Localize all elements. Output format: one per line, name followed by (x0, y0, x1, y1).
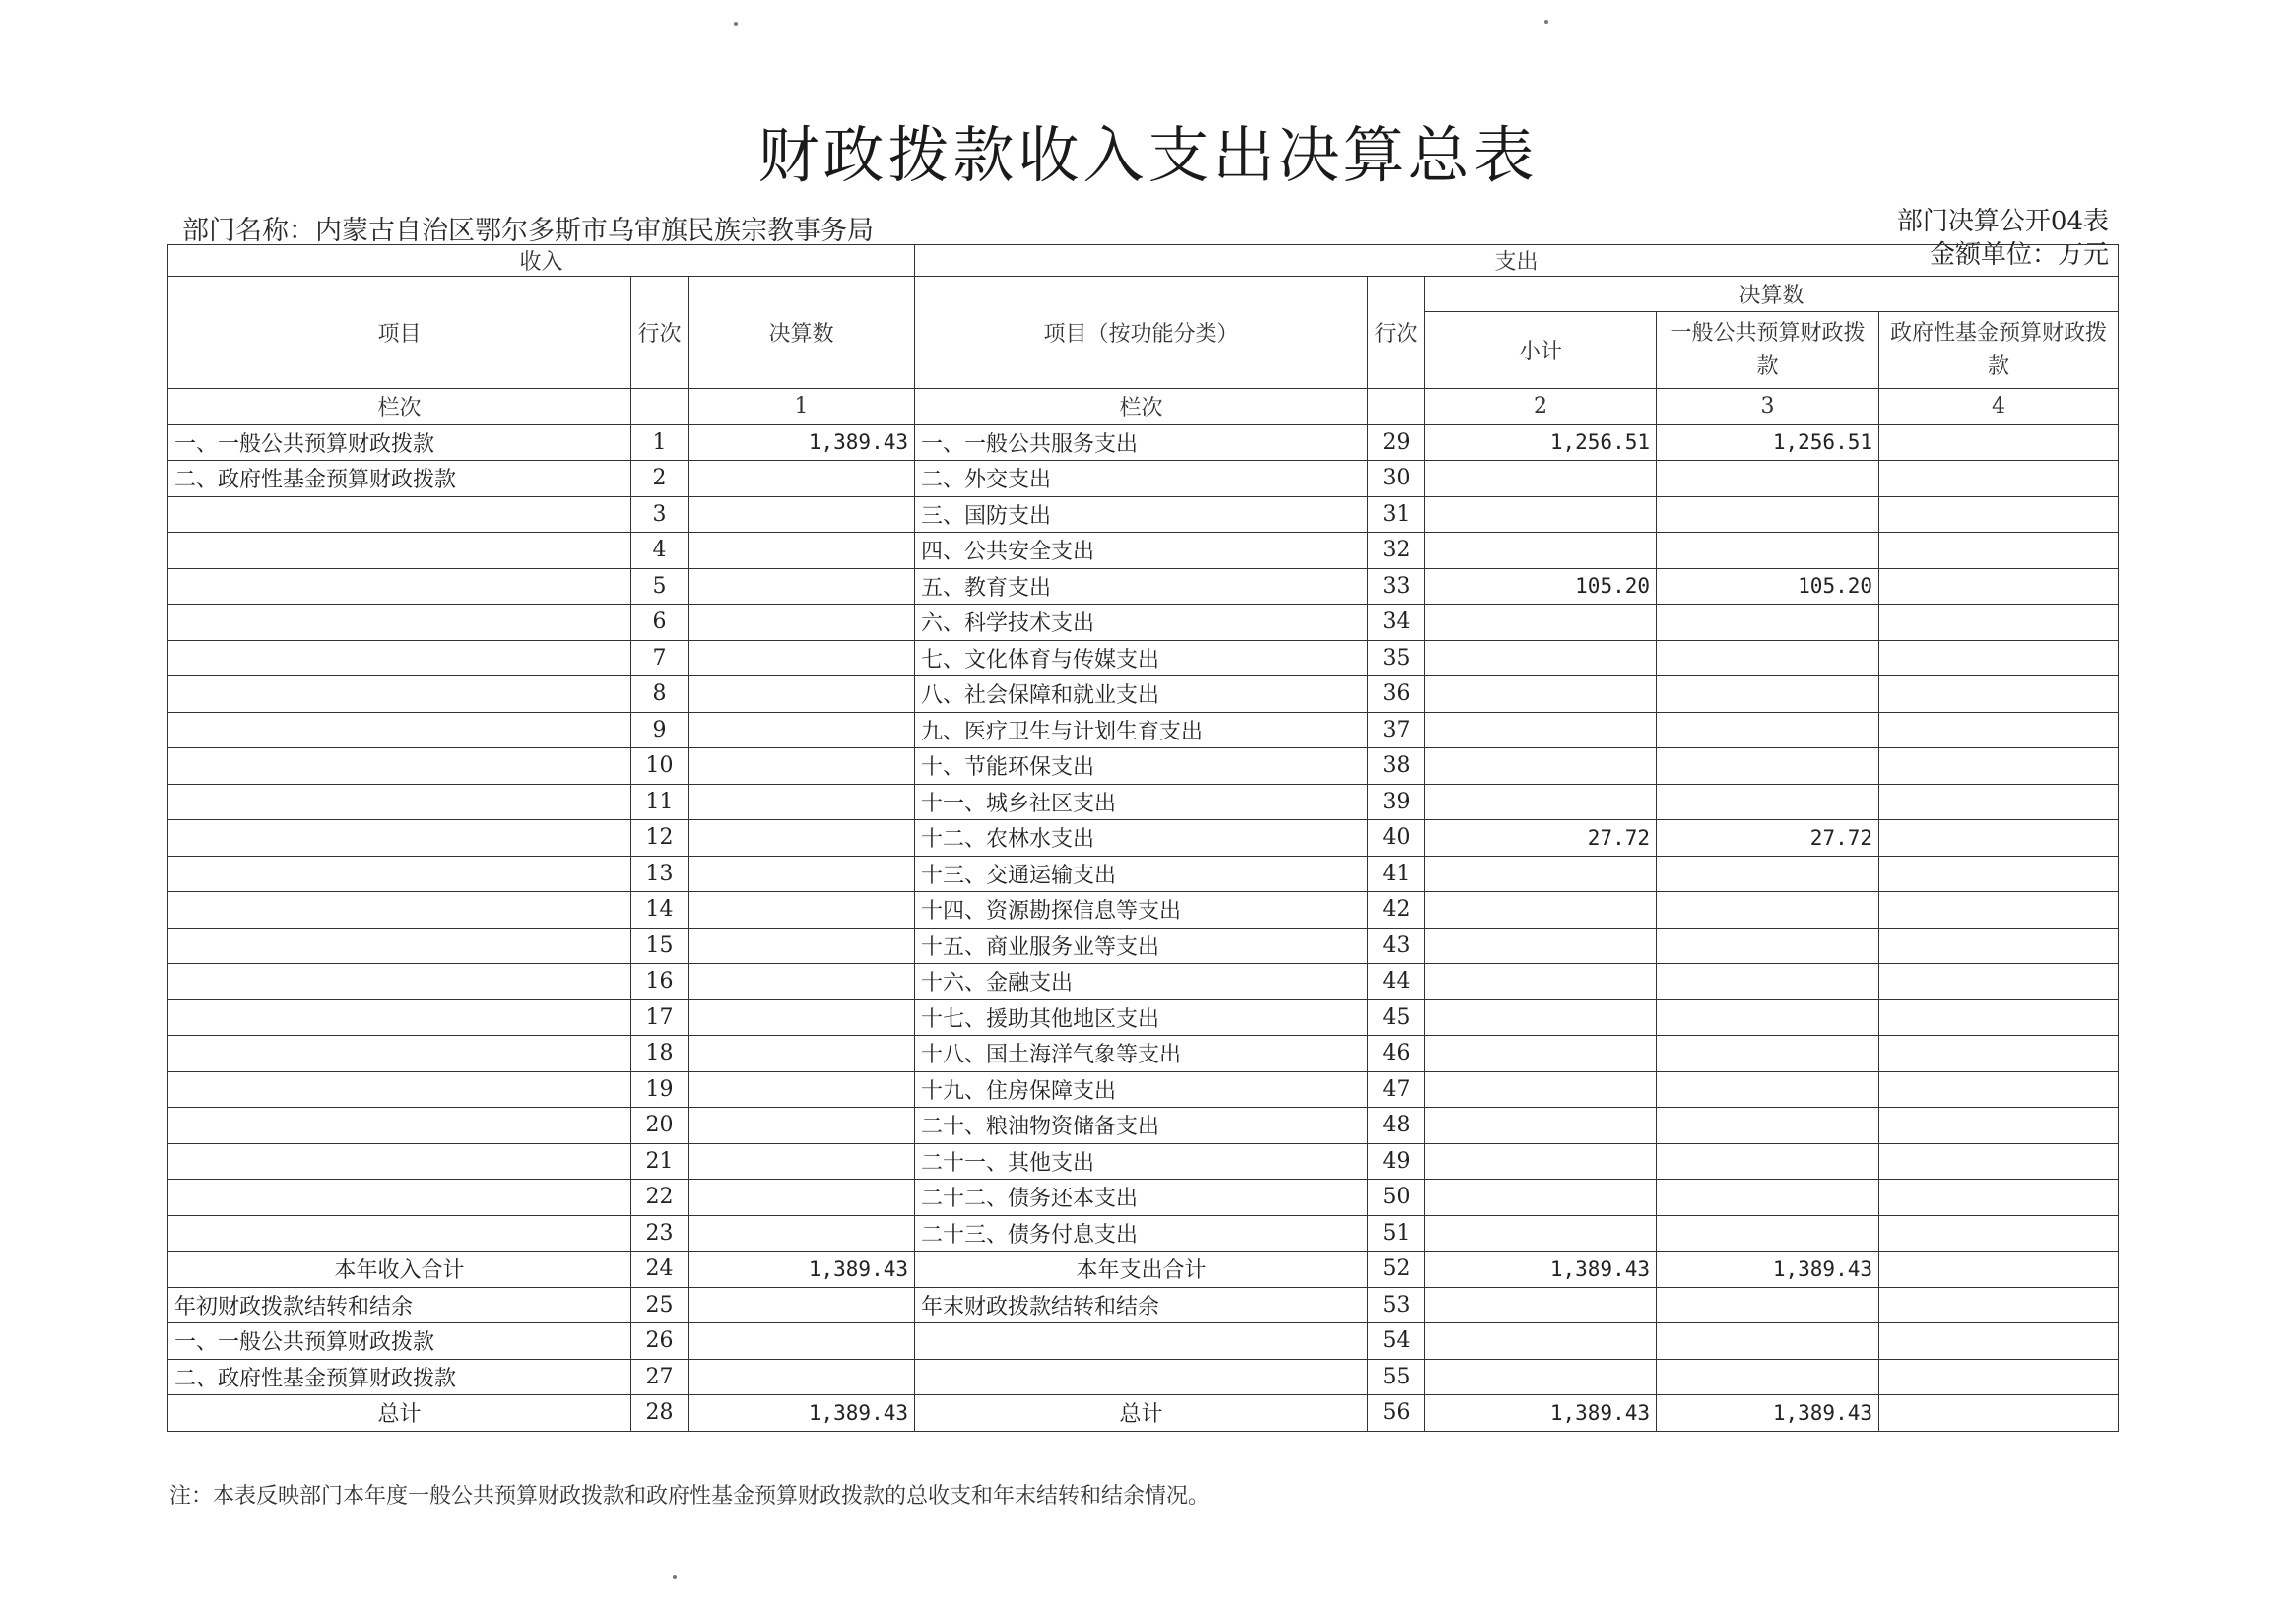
general-budget-cell (1657, 1215, 1879, 1252)
subtotal-cell (1425, 964, 1657, 1000)
subtotal-cell (1425, 999, 1657, 1036)
gov-fund-cell (1879, 712, 2119, 748)
subtotal-cell (1425, 1287, 1657, 1323)
income-amount-cell (689, 820, 915, 857)
expense-item-cell: 十三、交通运输支出 (915, 856, 1368, 892)
general-budget-cell (1657, 1036, 1879, 1072)
expense-item-cell: 年末财政拨款结转和结余 (915, 1287, 1368, 1323)
expense-item-cell (915, 1359, 1368, 1395)
income-amount-cell (689, 856, 915, 892)
income-amount-cell (689, 784, 915, 820)
income-amount-cell: 1,389.43 (689, 424, 915, 461)
gov-fund-cell (1879, 1323, 2119, 1360)
income-amount-cell (689, 1215, 915, 1252)
column-order-label: 栏次 (168, 389, 631, 425)
income-item-cell (168, 1180, 631, 1216)
subtotal-cell (1425, 1108, 1657, 1144)
income-item-cell (168, 676, 631, 713)
expense-rowno-cell: 42 (1368, 892, 1425, 929)
expense-rowno-cell: 39 (1368, 784, 1425, 820)
income-item-cell (168, 784, 631, 820)
expense-item-cell: 二十二、债务还本支出 (915, 1180, 1368, 1216)
gov-fund-cell (1879, 496, 2119, 533)
income-item-cell (168, 1143, 631, 1180)
income-amount-cell (689, 712, 915, 748)
expense-item-cell: 九、医疗卫生与计划生育支出 (915, 712, 1368, 748)
income-rowno-cell: 20 (631, 1108, 689, 1144)
gov-fund-cell (1879, 424, 2119, 461)
gov-fund-cell (1879, 928, 2119, 964)
expense-rowno-header: 行次 (1368, 277, 1425, 389)
expense-rowno-cell: 35 (1368, 640, 1425, 676)
income-rowno-cell: 2 (631, 461, 689, 497)
blank-cell (631, 389, 689, 425)
income-amount-cell (689, 1287, 915, 1323)
income-item-cell (168, 820, 631, 857)
general-budget-cell (1657, 892, 1879, 929)
gov-fund-cell (1879, 1036, 2119, 1072)
table-row (168, 1180, 2119, 1216)
income-amount-cell (689, 1071, 915, 1108)
expense-rowno-cell: 50 (1368, 1180, 1425, 1216)
subtotal-cell (1425, 1180, 1657, 1216)
income-item-cell: 年初财政拨款结转和结余 (168, 1287, 631, 1323)
income-item-cell: 一、一般公共预算财政拨款 (168, 424, 631, 461)
gov-fund-cell (1879, 892, 2119, 929)
table-row (168, 856, 2119, 892)
table-row (168, 999, 2119, 1036)
expense-rowno-cell: 56 (1368, 1395, 1425, 1432)
gov-fund-cell (1879, 1359, 2119, 1395)
expense-item-cell: 本年支出合计 (915, 1252, 1368, 1288)
income-rowno-cell: 16 (631, 964, 689, 1000)
table-row (168, 964, 2119, 1000)
subtotal-cell: 105.20 (1425, 568, 1657, 605)
expense-rowno-cell: 41 (1368, 856, 1425, 892)
expense-rowno-cell: 37 (1368, 712, 1425, 748)
general-budget-cell: 105.20 (1657, 568, 1879, 605)
subtotal-cell (1425, 784, 1657, 820)
gov-fund-cell (1879, 1108, 2119, 1144)
col3-label: 3 (1657, 389, 1879, 425)
expense-rowno-cell: 47 (1368, 1071, 1425, 1108)
column-order-row (168, 389, 2119, 425)
gov-fund-cell (1879, 856, 2119, 892)
income-item-cell (168, 856, 631, 892)
income-item-cell (168, 999, 631, 1036)
income-amount-cell (689, 964, 915, 1000)
income-amount-cell (689, 533, 915, 569)
gov-fund-cell (1879, 1071, 2119, 1108)
finance-summary-table (167, 244, 2119, 1432)
table-row (168, 784, 2119, 820)
scan-speck (673, 1575, 677, 1579)
general-budget-cell (1657, 964, 1879, 1000)
expense-rowno-cell: 52 (1368, 1252, 1425, 1288)
income-item-cell (168, 748, 631, 785)
income-item-cell (168, 1108, 631, 1144)
general-budget-cell (1657, 748, 1879, 785)
amount-unit: 金额单位：万元 (1929, 240, 2109, 270)
table-row (168, 496, 2119, 533)
subtotal-cell (1425, 676, 1657, 713)
general-budget-cell (1657, 1143, 1879, 1180)
income-amount-cell (689, 892, 915, 929)
income-item-cell: 二、政府性基金预算财政拨款 (168, 1359, 631, 1395)
general-budget-cell (1657, 1071, 1879, 1108)
income-rowno-header: 行次 (631, 277, 689, 389)
income-amount-cell (689, 1180, 915, 1216)
col4-label: 4 (1879, 389, 2119, 425)
expense-rowno-cell: 31 (1368, 496, 1425, 533)
general-budget-cell (1657, 605, 1879, 641)
general-budget-cell (1657, 676, 1879, 713)
col1-label: 1 (689, 389, 915, 425)
expense-rowno-cell: 46 (1368, 1036, 1425, 1072)
subtotal-cell (1425, 1071, 1657, 1108)
table-row (168, 892, 2119, 929)
general-budget-cell (1657, 1359, 1879, 1395)
table-note: 注：本表反映部门本年度一般公共预算财政拨款和政府性基金预算财政拨款的总收支和年末结转和结余情况。 (169, 1484, 1211, 1509)
income-item-cell (168, 1036, 631, 1072)
table-row (168, 533, 2119, 569)
income-amount-cell (689, 928, 915, 964)
subtotal-cell (1425, 496, 1657, 533)
general-budget-cell (1657, 999, 1879, 1036)
income-amount-cell (689, 640, 915, 676)
expense-item-cell: 总计 (915, 1395, 1368, 1432)
table-row (168, 676, 2119, 713)
income-rowno-cell: 12 (631, 820, 689, 857)
subtotal-cell: 1,389.43 (1425, 1252, 1657, 1288)
expense-item-cell: 十二、农林水支出 (915, 820, 1368, 857)
general-budget-cell (1657, 784, 1879, 820)
expense-rowno-cell: 40 (1368, 820, 1425, 857)
table-row (168, 605, 2119, 641)
income-item-cell (168, 1071, 631, 1108)
subtotal-cell (1425, 1036, 1657, 1072)
general-budget-cell: 1,389.43 (1657, 1395, 1879, 1432)
expense-item-cell: 十四、资源勘探信息等支出 (915, 892, 1368, 929)
expense-item-cell: 七、文化体育与传媒支出 (915, 640, 1368, 676)
income-item-cell (168, 568, 631, 605)
gov-fund-cell (1879, 676, 2119, 713)
income-amount-cell (689, 568, 915, 605)
table-number: 部门决算公开04表 (1896, 207, 2109, 236)
gov-fund-cell (1879, 820, 2119, 857)
subtotal-cell: 27.72 (1425, 820, 1657, 857)
expense-item-cell: 二十、粮油物资储备支出 (915, 1108, 1368, 1144)
general-budget-cell (1657, 856, 1879, 892)
col2-label: 2 (1425, 389, 1657, 425)
gov-fund-cell (1879, 748, 2119, 785)
income-rowno-cell: 28 (631, 1395, 689, 1432)
general-budget-header: 一般公共预算财政拨款 (1657, 312, 1879, 389)
general-budget-cell (1657, 1108, 1879, 1144)
income-amount-cell (689, 748, 915, 785)
gov-fund-cell (1879, 1143, 2119, 1180)
gov-fund-cell (1879, 461, 2119, 497)
income-rowno-cell: 24 (631, 1252, 689, 1288)
income-rowno-cell: 18 (631, 1036, 689, 1072)
department-name: 部门名称：内蒙古自治区鄂尔多斯市乌审旗民族宗教事务局 (182, 216, 874, 246)
table-row (168, 712, 2119, 748)
scan-speck (734, 22, 738, 26)
gov-fund-cell (1879, 999, 2119, 1036)
table-row (168, 1071, 2119, 1108)
expense-rowno-cell: 44 (1368, 964, 1425, 1000)
general-budget-cell (1657, 1180, 1879, 1216)
income-item-header: 项目 (168, 277, 631, 389)
subtotal-cell (1425, 1215, 1657, 1252)
subtotal-cell (1425, 605, 1657, 641)
income-item-cell (168, 892, 631, 929)
expense-item-cell: 十五、商业服务业等支出 (915, 928, 1368, 964)
table-row (168, 1143, 2119, 1180)
subtotal-cell (1425, 1143, 1657, 1180)
table-row (168, 1287, 2119, 1323)
income-rowno-cell: 17 (631, 999, 689, 1036)
expense-item-cell: 一、一般公共服务支出 (915, 424, 1368, 461)
general-budget-cell (1657, 533, 1879, 569)
income-rowno-cell: 1 (631, 424, 689, 461)
table-row (168, 1108, 2119, 1144)
gov-fund-cell (1879, 640, 2119, 676)
income-amount-cell (689, 1323, 915, 1360)
expense-rowno-cell: 55 (1368, 1359, 1425, 1395)
income-amount-cell (689, 1143, 915, 1180)
table-row (168, 424, 2119, 461)
income-rowno-cell: 5 (631, 568, 689, 605)
income-rowno-cell: 14 (631, 892, 689, 929)
income-rowno-cell: 10 (631, 748, 689, 785)
income-item-cell (168, 1215, 631, 1252)
expense-item-cell: 二、外交支出 (915, 461, 1368, 497)
income-rowno-cell: 8 (631, 676, 689, 713)
subtotal-cell (1425, 1323, 1657, 1360)
general-budget-cell (1657, 496, 1879, 533)
income-rowno-cell: 11 (631, 784, 689, 820)
income-rowno-cell: 19 (631, 1071, 689, 1108)
income-item-cell (168, 640, 631, 676)
income-rowno-cell: 15 (631, 928, 689, 964)
income-item-cell (168, 964, 631, 1000)
expense-item-cell: 十九、住房保障支出 (915, 1071, 1368, 1108)
expense-item-cell: 二十一、其他支出 (915, 1143, 1368, 1180)
page-title: 财政拨款收入支出决算总表 (757, 119, 1539, 191)
expense-rowno-cell: 30 (1368, 461, 1425, 497)
blank-cell (1368, 389, 1425, 425)
expense-item-cell: 十一、城乡社区支出 (915, 784, 1368, 820)
income-rowno-cell: 27 (631, 1359, 689, 1395)
expense-rowno-cell: 43 (1368, 928, 1425, 964)
income-header: 收入 (168, 245, 915, 277)
expense-rowno-cell: 49 (1368, 1143, 1425, 1180)
general-budget-cell: 27.72 (1657, 820, 1879, 857)
subtotal-cell (1425, 640, 1657, 676)
subtotal-cell (1425, 892, 1657, 929)
table-row (168, 1215, 2119, 1252)
income-amount-cell (689, 999, 915, 1036)
table-row (168, 820, 2119, 857)
subtotal-cell: 1,389.43 (1425, 1395, 1657, 1432)
income-item-cell: 总计 (168, 1395, 631, 1432)
income-amount-cell (689, 1359, 915, 1395)
subtotal-cell (1425, 533, 1657, 569)
table-row (168, 1323, 2119, 1360)
table-row (168, 1252, 2119, 1288)
income-amount-cell (689, 1108, 915, 1144)
income-rowno-cell: 26 (631, 1323, 689, 1360)
income-item-cell (168, 928, 631, 964)
income-amount-cell (689, 605, 915, 641)
table-row (168, 461, 2119, 497)
expense-item-cell: 十七、援助其他地区支出 (915, 999, 1368, 1036)
expense-item-cell: 四、公共安全支出 (915, 533, 1368, 569)
gov-fund-cell (1879, 1180, 2119, 1216)
gov-fund-cell (1879, 568, 2119, 605)
expense-item-cell: 十八、国土海洋气象等支出 (915, 1036, 1368, 1072)
gov-fund-cell (1879, 784, 2119, 820)
expense-item-cell: 五、教育支出 (915, 568, 1368, 605)
expense-item-cell: 六、科学技术支出 (915, 605, 1368, 641)
income-rowno-cell: 13 (631, 856, 689, 892)
table-row (168, 568, 2119, 605)
expense-rowno-cell: 45 (1368, 999, 1425, 1036)
general-budget-cell (1657, 712, 1879, 748)
income-rowno-cell: 23 (631, 1215, 689, 1252)
income-item-cell: 二、政府性基金预算财政拨款 (168, 461, 631, 497)
income-amount-header: 决算数 (689, 277, 915, 389)
header-row-2 (168, 277, 2119, 312)
subtotal-cell (1425, 461, 1657, 497)
income-amount-cell: 1,389.43 (689, 1252, 915, 1288)
table-row (168, 1036, 2119, 1072)
income-item-cell (168, 605, 631, 641)
subtotal-cell: 1,256.51 (1425, 424, 1657, 461)
income-amount-cell (689, 676, 915, 713)
gov-fund-cell (1879, 1287, 2119, 1323)
expense-item-cell (915, 1323, 1368, 1360)
general-budget-cell (1657, 1323, 1879, 1360)
income-rowno-cell: 6 (631, 605, 689, 641)
expense-item-header: 项目（按功能分类） (915, 277, 1368, 389)
income-rowno-cell: 25 (631, 1287, 689, 1323)
scan-speck (1544, 20, 1548, 24)
income-amount-cell (689, 461, 915, 497)
income-rowno-cell: 7 (631, 640, 689, 676)
column-order-label-2: 栏次 (915, 389, 1368, 425)
gov-fund-header: 政府性基金预算财政拨款 (1879, 312, 2119, 389)
subtotal-cell (1425, 856, 1657, 892)
expense-rowno-cell: 54 (1368, 1323, 1425, 1360)
subtotal-cell (1425, 1359, 1657, 1395)
expense-rowno-cell: 53 (1368, 1287, 1425, 1323)
income-rowno-cell: 4 (631, 533, 689, 569)
income-item-cell: 本年收入合计 (168, 1252, 631, 1288)
general-budget-cell: 1,389.43 (1657, 1252, 1879, 1288)
expense-rowno-cell: 34 (1368, 605, 1425, 641)
general-budget-cell (1657, 640, 1879, 676)
income-item-cell (168, 712, 631, 748)
final-amount-group-header: 决算数 (1425, 277, 2119, 312)
income-rowno-cell: 21 (631, 1143, 689, 1180)
income-amount-cell (689, 496, 915, 533)
expense-rowno-cell: 38 (1368, 748, 1425, 785)
subtotal-header: 小计 (1425, 312, 1657, 389)
expense-header: 支出 (915, 245, 2119, 277)
expense-item-cell: 二十三、债务付息支出 (915, 1215, 1368, 1252)
subtotal-cell (1425, 712, 1657, 748)
general-budget-cell (1657, 1287, 1879, 1323)
gov-fund-cell (1879, 964, 2119, 1000)
income-item-cell (168, 533, 631, 569)
expense-rowno-cell: 32 (1368, 533, 1425, 569)
gov-fund-cell (1879, 1252, 2119, 1288)
gov-fund-cell (1879, 1215, 2119, 1252)
table-row (168, 748, 2119, 785)
table-row (168, 640, 2119, 676)
table-row (168, 1359, 2119, 1395)
expense-rowno-cell: 48 (1368, 1108, 1425, 1144)
general-budget-cell (1657, 928, 1879, 964)
income-amount-cell: 1,389.43 (689, 1395, 915, 1432)
income-rowno-cell: 22 (631, 1180, 689, 1216)
expense-item-cell: 十六、金融支出 (915, 964, 1368, 1000)
income-rowno-cell: 3 (631, 496, 689, 533)
expense-item-cell: 八、社会保障和就业支出 (915, 676, 1368, 713)
header-row-1 (168, 245, 2119, 277)
general-budget-cell: 1,256.51 (1657, 424, 1879, 461)
gov-fund-cell (1879, 1395, 2119, 1432)
gov-fund-cell (1879, 605, 2119, 641)
general-budget-cell (1657, 461, 1879, 497)
expense-item-cell: 三、国防支出 (915, 496, 1368, 533)
income-amount-cell (689, 1036, 915, 1072)
income-item-cell: 一、一般公共预算财政拨款 (168, 1323, 631, 1360)
expense-rowno-cell: 36 (1368, 676, 1425, 713)
table-row (168, 1395, 2119, 1432)
expense-rowno-cell: 51 (1368, 1215, 1425, 1252)
income-item-cell (168, 496, 631, 533)
expense-item-cell: 十、节能环保支出 (915, 748, 1368, 785)
subtotal-cell (1425, 928, 1657, 964)
gov-fund-cell (1879, 533, 2119, 569)
expense-rowno-cell: 33 (1368, 568, 1425, 605)
income-rowno-cell: 9 (631, 712, 689, 748)
table-row (168, 928, 2119, 964)
expense-rowno-cell: 29 (1368, 424, 1425, 461)
subtotal-cell (1425, 748, 1657, 785)
